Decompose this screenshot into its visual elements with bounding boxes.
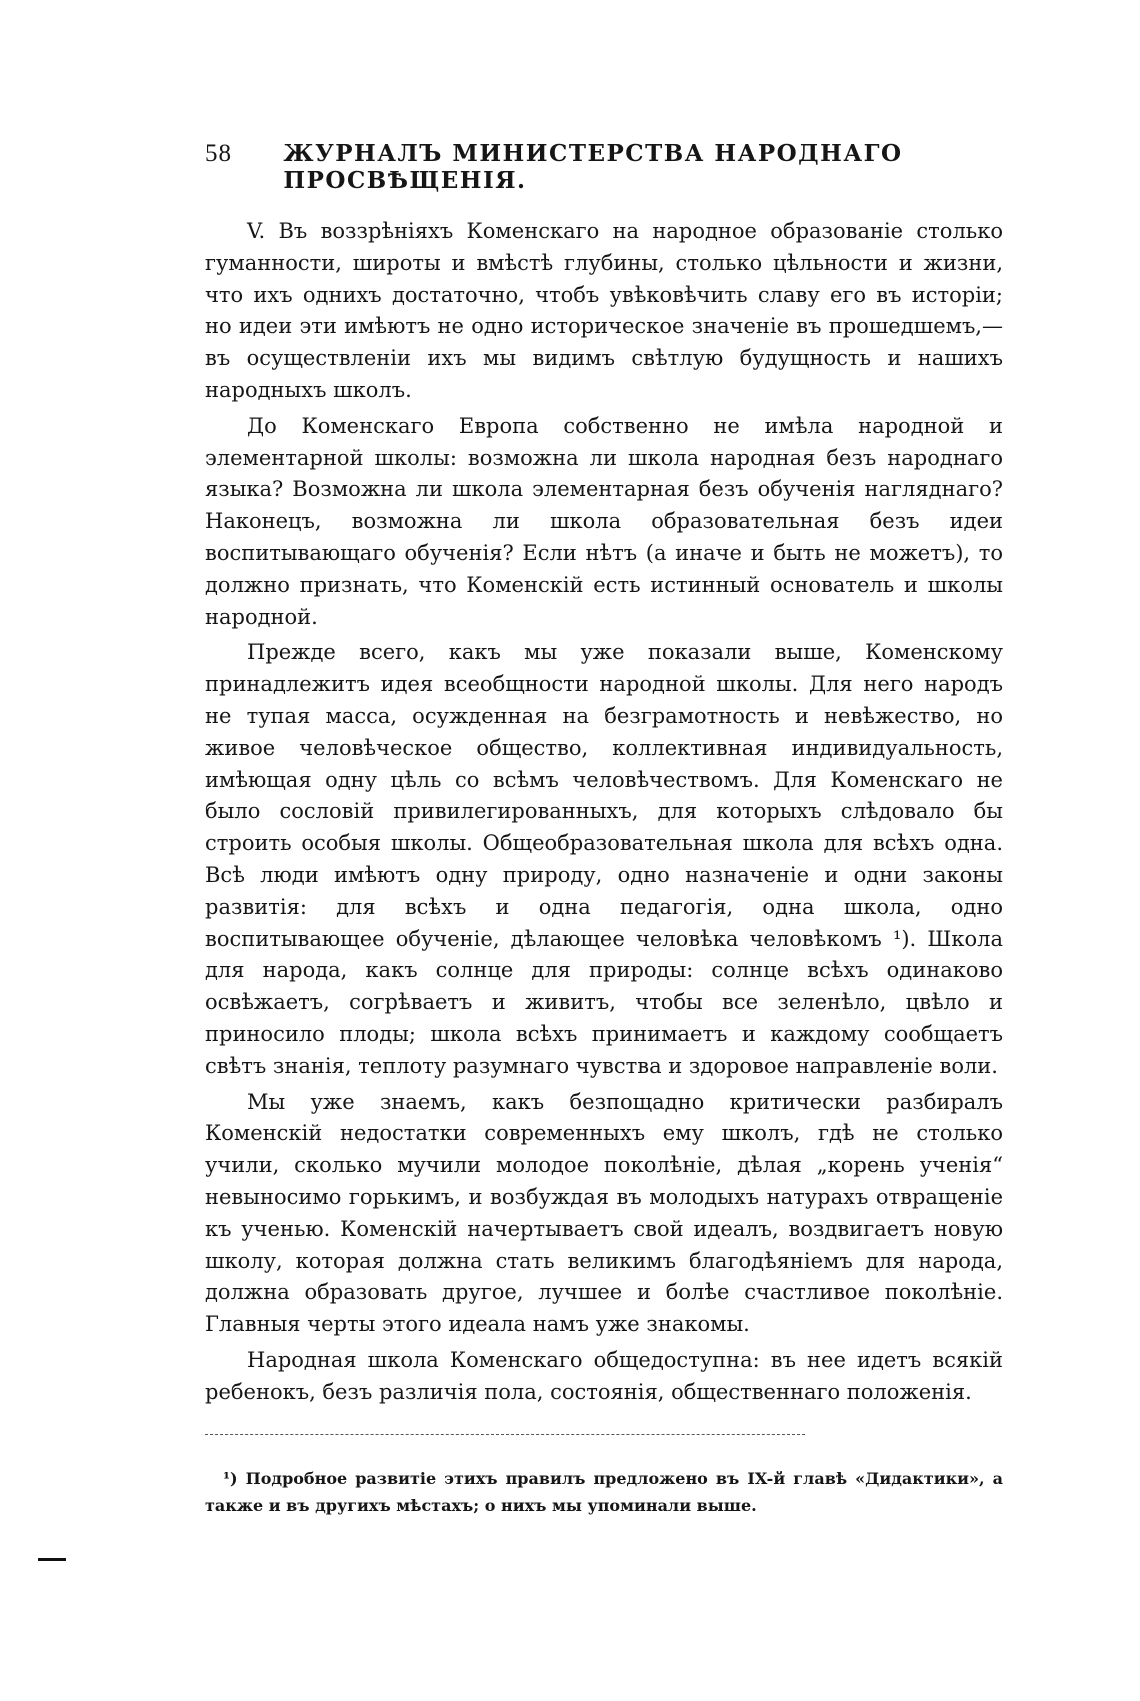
paragraph-5: Народная школа Коменскаго общедоступна: въ нее идетъ всякій ребенокъ, безъ различія пола, состоянія, общественнаго положенія. — [205, 1347, 1003, 1404]
paragraph-4: Мы уже знаемъ, какъ безпощадно критически разбиралъ Коменскій недостатки современныхъ ему школъ, гдѣ не столько учили, сколько мучили молодое поколѣніе, дѣлая „корень ученія“ невыносимо горькимъ, и возбуждая въ молодыхъ натурахъ отвращеніе къ ученью. Коменскій начертываетъ свой идеалъ, воздвигаетъ новую школу, которая должна стать великимъ благодѣяніемъ для народа, должна образовать другое, лучшее и болѣе счастливое поколѣніе. Главныя черты этого идеала намъ уже знакомы. — [205, 1089, 1003, 1337]
paragraph-1: V. Въ воззрѣніяхъ Коменскаго на народное образованіе столько гуманности, широты и вмѣстѣ глубины, столько цѣльности и жизни, что ихъ однихъ достаточно, чтобъ увѣковѣчить славу его въ исторіи; но идеи эти имѣютъ не одно историческое значеніе въ прошедшемъ,— въ осуществленіи ихъ мы видимъ свѣтлую будущность и нашихъ народныхъ школъ. — [205, 219, 1003, 402]
page-number: 58 — [205, 140, 232, 167]
footnote-1: ¹) Подробное развитіе этихъ правилъ предложено въ IX-й главѣ «Дидактики», а также и въ другихъ мѣстахъ; о нихъ мы упоминали выше. — [205, 1469, 1003, 1516]
paragraph-2: До Коменскаго Европа собственно не имѣла народной и элементарной школы: возможна ли школа народная безъ народнаго языка? Возможна ли школа элементарная безъ обученія нагляднаго? Наконецъ, возможна ли школа образовательная безъ идеи воспитывающаго обученія? Если нѣтъ (а иначе и быть не можетъ), то должно признать, что Коменскій есть истинный основатель и школы народной. — [205, 413, 1003, 629]
main-text — [205, 216, 1003, 1408]
page-header — [205, 140, 1003, 194]
footnote-rule — [205, 1434, 805, 1435]
book-page — [205, 140, 1003, 1519]
running-head: ЖУРНАЛЪ МИНИСТЕРСТВА НАРОДНАГО ПРОСВѢЩЕНІЯ. — [283, 140, 903, 194]
paragraph-3: Прежде всего, какъ мы уже показали выше, Коменскому принадлежитъ идея всеобщности народной школы. Для него народъ не тупая масса, осужденная на безграмотность и невѣжество, но живое человѣческое общество, коллективная индивидуальность, имѣющая одну цѣль со всѣмъ человѣчествомъ. Для Коменскаго не было сословій привилегированныхъ, для которыхъ слѣдовало бы строить особыя школы. Общеобразовательная школа для всѣхъ одна. Всѣ люди имѣютъ одну природу, одно назначеніе и одни законы развитія: для всѣхъ и одна педагогія, одна школа, одно воспитывающее обученіе, дѣлающее человѣка человѣкомъ ¹). Школа для народа, какъ солнце для природы: солнце всѣхъ одинаково освѣжаетъ, согрѣваетъ и живитъ, чтобы все зеленѣло, цвѣло и приносило плоды; школа всѣхъ принимаетъ и каждому сообщаетъ свѣтъ знанія, теплоту разумнаго чувства и здоровое направленіе воли. — [205, 640, 1003, 1078]
footnotes — [205, 1465, 1003, 1519]
margin-mark — [38, 1558, 66, 1561]
